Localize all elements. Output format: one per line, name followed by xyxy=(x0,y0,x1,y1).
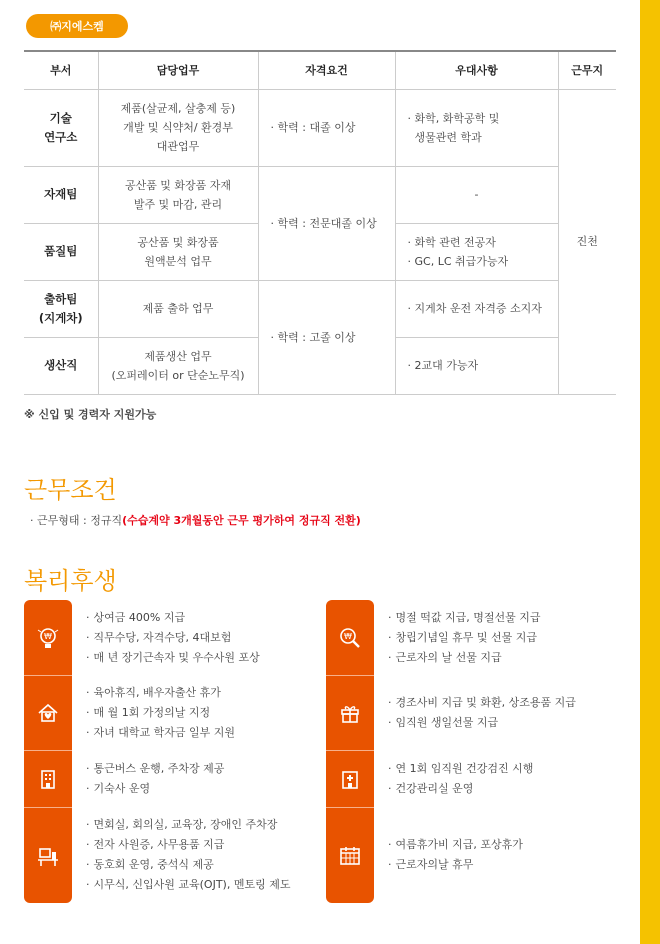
pref-cell: - xyxy=(395,166,558,223)
office-desk-icon xyxy=(24,807,72,903)
pref-cell: · 화학, 화학공학 및 생물관련 학과 xyxy=(395,89,558,166)
duty-cell: 제품 출하 업무 xyxy=(98,280,258,337)
dept-cell: 자재팀 xyxy=(24,166,98,223)
benefit-item: · 여름휴가비 지급, 포상휴가 xyxy=(388,835,523,855)
pref-cell: · 지게차 운전 자격증 소지자 xyxy=(395,280,558,337)
benefit-item: · 연 1회 임직원 건강검진 시행 xyxy=(388,759,533,779)
benefit-item: · 건강관리실 운영 xyxy=(388,779,533,799)
duty-cell: 공산품 및 화장품 자재 발주 및 마감, 관리 xyxy=(98,166,258,223)
header-duty: 담당업무 xyxy=(98,51,258,89)
qual-cell: · 학력 : 대졸 이상 xyxy=(258,89,395,166)
benefit-block xyxy=(326,675,616,750)
bus-building-icon xyxy=(24,750,72,807)
pref-cell: · 화학 관련 전공자 · GC, LC 취급가능자 xyxy=(395,223,558,280)
header-dept: 부서 xyxy=(24,51,98,89)
right-edge-bar xyxy=(640,0,660,944)
table-row xyxy=(24,280,616,337)
duty-cell: 제품(살균제, 살충제 등) 개발 및 식약처/ 환경부 대관업무 xyxy=(98,89,258,166)
dept-cell: 생산직 xyxy=(24,337,98,394)
benefit-item: · 매 년 장기근속자 및 우수사원 포상 xyxy=(86,648,260,668)
table-row xyxy=(24,166,616,223)
header-pref: 우대사항 xyxy=(395,51,558,89)
benefit-item: · 근로자의날 휴무 xyxy=(388,855,523,875)
benefit-item: · 동호회 운영, 중석식 제공 xyxy=(86,855,290,875)
benefit-item: · 기숙사 운영 xyxy=(86,779,224,799)
benefit-item: · 시무식, 신입사원 교육(OJT), 멘토링 제도 xyxy=(86,875,290,895)
benefit-block xyxy=(326,807,616,903)
magnifier-won-icon xyxy=(326,600,374,675)
benefit-block xyxy=(24,600,314,675)
benefit-block xyxy=(326,600,616,675)
benefit-item: · 근로자의 날 선물 지급 xyxy=(388,648,541,668)
benefit-item: · 명절 떡값 지급, 명절선물 지급 xyxy=(388,608,541,628)
work-type-highlight: (수습계약 3개월동안 근무 평가하여 정규직 전환) xyxy=(122,514,361,527)
benefit-item: · 창립기념일 휴무 및 선물 지급 xyxy=(388,628,541,648)
table-header-row xyxy=(24,51,616,89)
dept-cell: 출하팀 (지게차) xyxy=(24,280,98,337)
table-row xyxy=(24,89,616,166)
dept-cell: 품질팀 xyxy=(24,223,98,280)
duty-cell: 공산품 및 화장품 원액분석 업무 xyxy=(98,223,258,280)
svg-text:₩: ₩ xyxy=(344,631,352,641)
duty-cell: 제품생산 업무 (오퍼레이터 or 단순노무직) xyxy=(98,337,258,394)
welfare-title: 복리후생 xyxy=(24,567,117,595)
benefit-item: · 매 월 1회 가정의날 지정 xyxy=(86,703,235,723)
benefit-item: · 육아휴직, 배우자출산 휴가 xyxy=(86,683,235,703)
gift-icon xyxy=(326,675,374,750)
work-conditions-line xyxy=(30,512,361,528)
benefit-item: · 면회실, 회의실, 교육장, 장애인 주차장 xyxy=(86,815,290,835)
applicant-note: ※ 신입 및 경력자 지원가능 xyxy=(24,408,157,421)
job-table xyxy=(24,50,616,395)
pref-cell: · 2교대 가능자 xyxy=(395,337,558,394)
calendar-icon xyxy=(326,807,374,903)
benefit-item: · 직무수당, 자격수당, 4대보험 xyxy=(86,628,260,648)
header-qual: 자격요건 xyxy=(258,51,395,89)
benefit-item: · 자녀 대학교 학자금 일부 지원 xyxy=(86,723,235,743)
benefit-block xyxy=(326,750,616,807)
qual-cell: · 학력 : 전문대졸 이상 xyxy=(258,166,395,280)
benefit-block xyxy=(24,750,314,807)
benefit-item: · 상여금 400% 지급 xyxy=(86,608,260,628)
benefit-item: · 임직원 생일선물 지급 xyxy=(388,713,576,733)
benefit-block xyxy=(24,675,314,750)
qual-cell: · 학력 : 고졸 이상 xyxy=(258,280,395,394)
svg-text:₩: ₩ xyxy=(44,631,52,641)
work-type: · 근무형태 : 정규직 xyxy=(30,514,123,527)
house-heart-icon xyxy=(24,675,72,750)
location-cell: 진천 xyxy=(558,89,616,394)
work-conditions-title: 근무조건 xyxy=(24,476,117,504)
dept-cell: 기술 연구소 xyxy=(24,89,98,166)
company-badge: ㈜지에스켐 xyxy=(26,14,128,38)
benefit-item: · 경조사비 지급 및 화환, 상조용품 지급 xyxy=(388,693,576,713)
hospital-icon xyxy=(326,750,374,807)
lightbulb-won-icon xyxy=(24,600,72,675)
benefit-item: · 통근버스 운행, 주차장 제공 xyxy=(86,759,224,779)
benefit-item: · 전자 사원증, 사무용품 지급 xyxy=(86,835,290,855)
benefit-block xyxy=(24,807,314,903)
header-location: 근무지 xyxy=(558,51,616,89)
